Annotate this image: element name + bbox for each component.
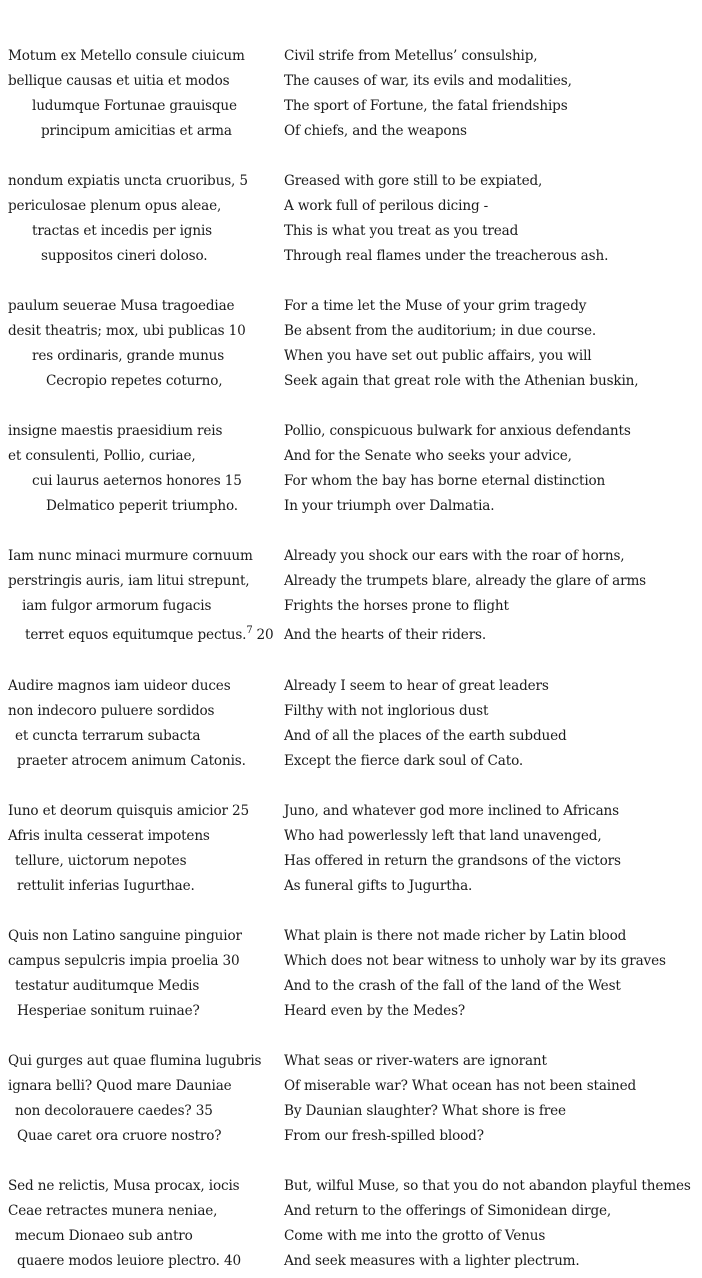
english-line: Filthy with not inglorious dust	[284, 703, 489, 719]
verse-line	[0, 219, 702, 244]
verse-line	[0, 749, 702, 774]
latin-line: Delmatico peperit triumpho.	[46, 498, 238, 514]
latin-line: Afris inulta cesserat impotens	[8, 828, 210, 844]
verse-line	[0, 619, 702, 649]
latin-line: cui laurus aeternos honores 15	[32, 473, 242, 489]
verse-line	[0, 169, 702, 194]
latin-line: ludumque Fortunae grauisque	[32, 98, 237, 114]
stanza-7	[0, 799, 702, 899]
verse-line	[0, 194, 702, 219]
verse-line	[0, 419, 702, 444]
latin-line: Iam nunc minaci murmure cornuum	[8, 548, 253, 564]
english-line: The sport of Fortune, the fatal friendships	[284, 98, 568, 114]
latin-line: Ceae retractes munera neniae,	[8, 1203, 218, 1219]
latin-line	[25, 619, 274, 652]
latin-line: paulum seuerae Musa tragoediae	[8, 298, 235, 314]
latin-text: terret equos equitumque pectus.	[25, 627, 247, 643]
english-line: And for the Senate who seeks your advice,	[284, 448, 572, 464]
latin-line: desit theatris; mox, ubi publicas 10	[8, 323, 246, 339]
english-line: From our fresh-spilled blood?	[284, 1128, 484, 1144]
verse-line	[0, 569, 702, 594]
english-line: A work full of perilous dicing -	[284, 198, 489, 214]
english-line: And of all the places of the earth subdued	[284, 728, 567, 744]
latin-line: res ordinaris, grande munus	[32, 348, 225, 364]
latin-line: mecum Dionaeo sub antro	[15, 1228, 193, 1244]
verse-line	[0, 874, 702, 899]
stanza-6	[0, 674, 702, 774]
verse-line	[0, 849, 702, 874]
english-line: What plain is there not made richer by Latin blood	[284, 928, 627, 944]
latin-line: rettulit inferias Iugurthae.	[17, 878, 195, 894]
verse-line	[0, 44, 702, 69]
stanza-5	[0, 544, 702, 649]
english-line: Juno, and whatever god more inclined to Africans	[284, 803, 619, 819]
english-line: But, wilful Muse, so that you do not abandon playful themes	[284, 1178, 691, 1194]
english-line: What seas or river-waters are ignorant	[284, 1053, 547, 1069]
verse-line	[0, 999, 702, 1024]
english-line: For whom the bay has borne eternal distinction	[284, 473, 606, 489]
latin-line: tellure, uictorum nepotes	[15, 853, 187, 869]
latin-line: non indecoro puluere sordidos	[8, 703, 215, 719]
english-line: This is what you treat as you tread	[284, 223, 519, 239]
verse-line	[0, 544, 702, 569]
verse-line	[0, 369, 702, 394]
latin-line: perstringis auris, iam litui strepunt,	[8, 573, 250, 589]
latin-line: iam fulgor armorum fugacis	[22, 598, 212, 614]
verse-line	[0, 824, 702, 849]
verse-line	[0, 1174, 702, 1199]
latin-line: quaere modos leuiore plectro. 40	[17, 1253, 242, 1269]
latin-line: praeter atrocem animum Catonis.	[17, 753, 246, 769]
latin-line: Hesperiae sonitum ruinae?	[17, 1003, 200, 1019]
latin-line: Quis non Latino sanguine pinguior	[8, 928, 242, 944]
english-line: Has offered in return the grandsons of the victors	[284, 853, 621, 869]
latin-line: tractas et incedis per ignis	[32, 223, 212, 239]
line-number: 20	[256, 627, 274, 643]
english-line: Come with me into the grotto of Venus	[284, 1228, 546, 1244]
english-line: Of chiefs, and the weapons	[284, 123, 467, 139]
english-line: Already the trumpets blare, already the glare of arms	[284, 573, 647, 589]
english-line: Already I seem to hear of great leaders	[284, 678, 549, 694]
english-line: And return to the offerings of Simonidean dirge,	[284, 1203, 612, 1219]
verse-line	[0, 319, 702, 344]
stanza-9	[0, 1049, 702, 1149]
latin-line: Sed ne relictis, Musa procax, iocis	[8, 1178, 240, 1194]
verse-line	[0, 69, 702, 94]
english-line: And seek measures with a lighter plectrum.	[284, 1253, 580, 1269]
stanza-8	[0, 924, 702, 1024]
verse-line	[0, 444, 702, 469]
english-line: Be absent from the auditorium; in due course.	[284, 323, 597, 339]
verse-line	[0, 1249, 702, 1274]
verse-line	[0, 594, 702, 619]
verse-line	[0, 1124, 702, 1149]
english-line: The causes of war, its evils and modalities,	[284, 73, 572, 89]
verse-line	[0, 294, 702, 319]
english-line: And the hearts of their riders.	[284, 627, 487, 643]
english-line: Of miserable war? What ocean has not been stained	[284, 1078, 637, 1094]
verse-line	[0, 344, 702, 369]
english-line: Already you shock our ears with the roar of horns,	[284, 548, 625, 564]
latin-line: Audire magnos iam uideor duces	[8, 678, 231, 694]
english-line: For a time let the Muse of your grim tragedy	[284, 298, 587, 314]
english-line: Frights the horses prone to flight	[284, 598, 509, 614]
latin-line: periculosae plenum opus aleae,	[8, 198, 222, 214]
latin-line: suppositos cineri doloso.	[41, 248, 208, 264]
english-line: And to the crash of the fall of the land of the West	[284, 978, 621, 994]
verse-line	[0, 974, 702, 999]
english-line: As funeral gifts to Jugurtha.	[284, 878, 473, 894]
english-line: Which does not bear witness to unholy war by its graves	[284, 953, 666, 969]
latin-line: Motum ex Metello consule ciuicum	[8, 48, 245, 64]
latin-line: testatur auditumque Medis	[15, 978, 200, 994]
english-line: In your triumph over Dalmatia.	[284, 498, 495, 514]
stanza-10	[0, 1174, 702, 1274]
stanza-3	[0, 294, 702, 394]
latin-line: Iuno et deorum quisquis amicior 25	[8, 803, 249, 819]
latin-line: Cecropio repetes coturno,	[46, 373, 223, 389]
latin-line: insigne maestis praesidium reis	[8, 423, 223, 439]
latin-line: nondum expiatis uncta cruoribus, 5	[8, 173, 248, 189]
latin-line: et cuncta terrarum subacta	[15, 728, 201, 744]
verse-line	[0, 674, 702, 699]
english-line: Except the fierce dark soul of Cato.	[284, 753, 524, 769]
verse-line	[0, 1049, 702, 1074]
verse-line	[0, 119, 702, 144]
verse-line	[0, 244, 702, 269]
stanza-1	[0, 44, 702, 144]
english-line: Through real flames under the treacherous ash.	[284, 248, 609, 264]
verse-line	[0, 699, 702, 724]
english-line: Heard even by the Medes?	[284, 1003, 466, 1019]
footnote-marker[interactable]: 7	[246, 625, 253, 636]
verse-line	[0, 1199, 702, 1224]
latin-line: campus sepulcris impia proelia 30	[8, 953, 240, 969]
stanza-2	[0, 169, 702, 269]
english-line: When you have set out public affairs, you will	[284, 348, 592, 364]
latin-line: Qui gurges aut quae flumina lugubris	[8, 1053, 262, 1069]
verse-line	[0, 924, 702, 949]
english-line: By Daunian slaughter? What shore is free	[284, 1103, 566, 1119]
english-line: Seek again that great role with the Athenian buskin,	[284, 373, 639, 389]
english-line: Greased with gore still to be expiated,	[284, 173, 543, 189]
latin-line: non decolorauere caedes? 35	[15, 1103, 213, 1119]
verse-line	[0, 724, 702, 749]
verse-line	[0, 469, 702, 494]
english-line: Who had powerlessly left that land unavenged,	[284, 828, 602, 844]
latin-line: ignara belli? Quod mare Dauniae	[8, 1078, 232, 1094]
latin-line: principum amicitias et arma	[41, 123, 232, 139]
latin-line: Quae caret ora cruore nostro?	[17, 1128, 222, 1144]
latin-line: et consulenti, Pollio, curiae,	[8, 448, 196, 464]
latin-line: bellique causas et uitia et modos	[8, 73, 230, 89]
verse-line	[0, 1074, 702, 1099]
english-line: Pollio, conspicuous bulwark for anxious defendants	[284, 423, 631, 439]
verse-line	[0, 799, 702, 824]
stanza-4	[0, 419, 702, 519]
verse-line	[0, 1224, 702, 1249]
english-line: Civil strife from Metellus’ consulship,	[284, 48, 538, 64]
verse-line	[0, 949, 702, 974]
verse-line	[0, 94, 702, 119]
verse-line	[0, 1099, 702, 1124]
verse-line	[0, 494, 702, 519]
